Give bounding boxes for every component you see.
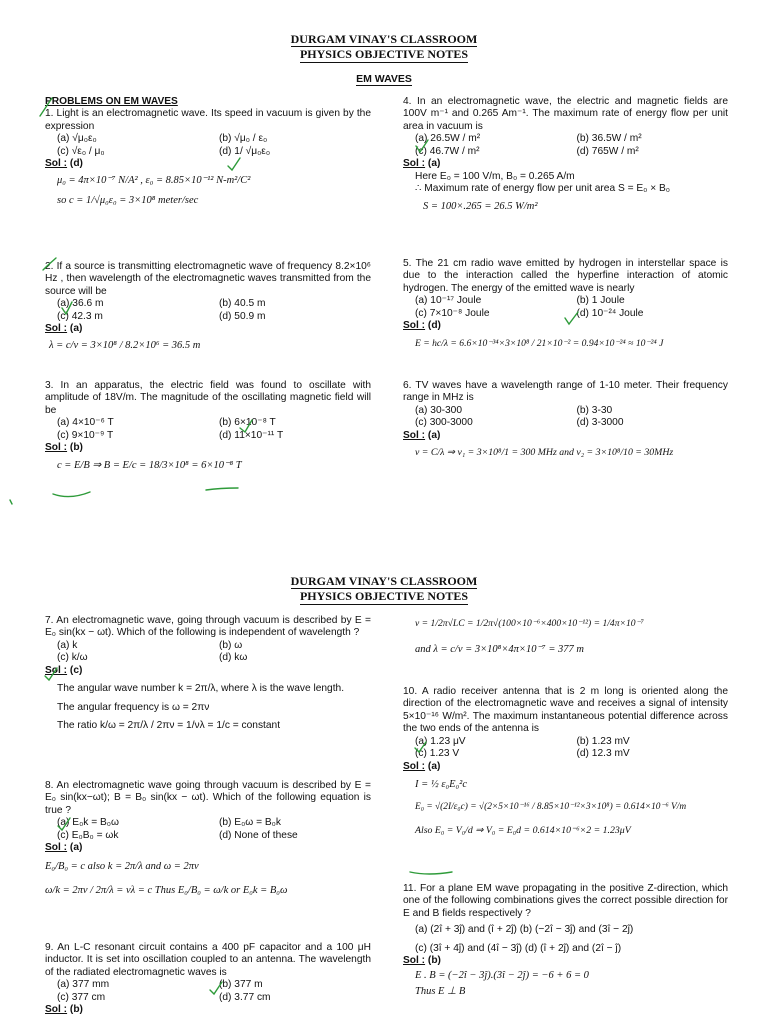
question-text: 10. A radio receiver antenna that is 2 m long is oriented along the direction of the electromagnetic wave and receives a signal of intensity 5×10⁻¹⁶ W/m². The maximum instantaneous potential difference across the two ends of the antenna is xyxy=(403,686,728,735)
option-a: (a) E₀k = B₀ω xyxy=(57,817,119,829)
option-a: (a) 10⁻¹⁷ Joule xyxy=(415,295,482,307)
option-d: (d) 1/ √μ₀ε₀ xyxy=(219,145,271,157)
question-2 xyxy=(45,261,371,352)
section-title: PROBLEMS ON EM WAVES xyxy=(45,96,178,107)
question-3 xyxy=(45,380,371,472)
classroom-title: DURGAM VINAY'S CLASSROOM xyxy=(290,574,478,588)
option-c: (c) 42.3 m xyxy=(57,310,103,322)
option-b: (b) 6×10⁻⁸ T xyxy=(219,417,276,429)
option-c: (c) 300-3000 xyxy=(415,417,473,429)
equation: E . B = (−2î − 3ĵ).(3î − 2ĵ) = −6 + 6 = 0 xyxy=(415,969,589,981)
answer: (a) xyxy=(69,842,83,854)
answer: (d) xyxy=(69,158,83,170)
question-9-continued xyxy=(403,618,728,657)
option-c: (c) 9×10⁻⁹ T xyxy=(57,429,114,441)
question-1 xyxy=(45,108,371,208)
option-a: (a) 26.5W / m² xyxy=(415,133,481,145)
underline-mark xyxy=(410,872,452,874)
question-text: 8. An electromagnetic wave going through vacuum is described by E = E₀ sin(kx−ωt); B = B₀ sin(kx − ωt). Which of the following equation is true ? xyxy=(45,780,371,816)
option-c: (c) 377 cm xyxy=(57,991,106,1003)
classroom-title: DURGAM VINAY'S CLASSROOM xyxy=(290,32,478,46)
equation: E₀ = √(2I/ε₀c) = √(2×5×10⁻¹⁶ / 8.85×10⁻¹²×3×10⁸) = 0.614×10⁻⁶ V/m xyxy=(415,801,687,812)
question-10 xyxy=(403,686,728,837)
option-c: (c) 7×10⁻⁸ Joule xyxy=(415,307,490,319)
explanation: The ratio k/ω = 2π/λ / 2πν = 1/νλ = 1/c = constant xyxy=(57,720,281,732)
option-b: (b) E₀ω = B₀k xyxy=(219,817,281,829)
question-text: 1. Light is an electromagnetic wave. Its speed in vacuum is given by the expression xyxy=(45,108,371,132)
option-d: (d) 10⁻²⁴ Joule xyxy=(576,307,644,319)
equation: λ = c/ν = 3×10⁸ / 8.2×10⁶ = 36.5 m xyxy=(49,339,201,351)
equation: so c = 1/√μ₀ε₀ = 3×10⁸ meter/sec xyxy=(57,195,199,207)
equation: I = ½ ε₀E₀²c xyxy=(415,779,467,791)
solution-label: Sol : xyxy=(403,760,426,772)
answer: (b) xyxy=(69,1004,83,1016)
notes-title: PHYSICS OBJECTIVE NOTES xyxy=(299,47,469,62)
answer: (a) xyxy=(69,323,83,335)
solution-label: Sol : xyxy=(403,429,426,441)
answer: (b) xyxy=(69,442,83,454)
solution-label: Sol : xyxy=(45,1004,68,1016)
answer: (c) xyxy=(69,664,83,676)
equation: Also E₀ = V₀/d ⇒ V₀ = E₀d = 0.614×10⁻⁶×2 = 1.23μV xyxy=(415,825,631,837)
answer: (a) xyxy=(427,429,441,441)
question-text: 11. For a plane EM wave propagating in the positive Z-direction, which one of the following combinations gives the correct possible direction for E and B fields respectively ? xyxy=(403,883,728,919)
underline-mark xyxy=(53,492,90,497)
question-7 xyxy=(45,615,371,733)
page-header-top xyxy=(0,32,768,63)
answer: (a) xyxy=(427,760,441,772)
right-column-top xyxy=(403,96,728,459)
option-d: (d) 12.3 mV xyxy=(576,748,630,760)
solution-label: Sol : xyxy=(403,320,426,332)
equation: ω/k = 2πν / 2π/λ = νλ = c Thus E₀/B₀ = ω/k or E₀k = B₀ω xyxy=(45,885,288,897)
equation: Here E₀ = 100 V/m, B₀ = 0.265 A/m xyxy=(415,170,575,182)
explanation: The angular wave number k = 2π/λ, where λ is the wave length. xyxy=(57,683,345,695)
option-c: (c) k/ω xyxy=(57,652,88,664)
option-b: (b) 1.23 mV xyxy=(576,735,630,747)
solution-label: Sol : xyxy=(45,323,68,335)
question-text: 9. An L-C resonant circuit contains a 400 pF capacitor and a 100 μH inductor. It is set into oscillation coupled to an antenna. The wavelength of the radiated electromagnetic waves is xyxy=(45,942,371,978)
solution-label: Sol : xyxy=(45,842,68,854)
option-a: (a) 377 mm xyxy=(57,979,110,991)
option-d: (d) 765W / m² xyxy=(576,145,639,157)
page-header-bottom xyxy=(0,574,768,605)
question-9 xyxy=(45,942,371,1017)
option-a: (a) k xyxy=(57,639,78,651)
stray-mark xyxy=(10,500,12,504)
option-c: (c) 46.7W / m² xyxy=(415,145,480,157)
equation: ν = 1/2π√LC = 1/2π√(100×10⁻⁶×400×10⁻¹²) = 1/4π×10⁻⁷ xyxy=(415,618,644,629)
equation: μ₀ = 4π×10⁻⁷ N/A² , ε₀ = 8.85×10⁻¹² N-m²/C² xyxy=(57,174,251,186)
right-column-bottom xyxy=(403,618,728,998)
options-ab: (a) (2î + 3ĵ) and (î + 2ĵ) (b) (−2î − 3ĵ) and (3î − 2ĵ) xyxy=(415,924,634,936)
solution-label: Sol : xyxy=(45,664,68,676)
notes-title: PHYSICS OBJECTIVE NOTES xyxy=(299,589,469,604)
option-c: (c) 1.23 V xyxy=(415,748,460,760)
answer: (d) xyxy=(427,320,441,332)
option-b: (b) 36.5W / m² xyxy=(576,133,642,145)
option-b: (b) √μ₀ / ε₀ xyxy=(219,133,268,145)
left-column-top xyxy=(45,96,371,471)
answer: (b) xyxy=(427,955,441,967)
option-c: (c) √ε₀ / μ₀ xyxy=(57,145,105,157)
option-c: (c) E₀B₀ = ωk xyxy=(57,829,119,841)
option-d: (d) 3.77 cm xyxy=(219,991,271,1003)
option-a: (a) 36.6 m xyxy=(57,298,104,310)
question-text: 7. An electromagnetic wave, going through vacuum is described by E = E₀ sin(kx − ωt). Which of the following is independent of wavelength ? xyxy=(45,615,371,639)
option-b: (b) 3-30 xyxy=(576,404,613,416)
option-b: (b) ω xyxy=(219,639,243,651)
option-d: (d) None of these xyxy=(219,829,298,841)
question-text: 6. TV waves have a wavelength range of 1-10 meter. Their frequency range in MHz is xyxy=(403,380,728,404)
option-a: (a) 4×10⁻⁶ T xyxy=(57,417,114,429)
solution-label: Sol : xyxy=(403,158,426,170)
equation: E₀/B₀ = c also k = 2π/λ and ω = 2πν xyxy=(45,860,199,872)
option-a: (a) 30-300 xyxy=(415,404,463,416)
question-8 xyxy=(45,780,371,898)
question-text: 2. If a source is transmitting electromagnetic wave of frequency 8.2×10⁶ Hz , then wavelength of the electromagnetic waves transmitted from the source will be xyxy=(45,261,371,297)
equation: S = 100×.265 = 26.5 W/m² xyxy=(423,200,538,212)
question-text: 5. The 21 cm radio wave emitted by hydrogen in interstellar space is due to the interaction called the hyperfine interaction of atomic hydrogen. The energy of the emitted wave is nearly xyxy=(403,258,728,294)
equation: and λ = c/ν = 3×10⁸×4π×10⁻⁷ = 377 m xyxy=(415,643,584,655)
option-a: (a) 1.23 μV xyxy=(415,735,466,747)
solution-label: Sol : xyxy=(45,158,68,170)
question-5 xyxy=(403,258,728,349)
option-d: (d) 11×10⁻¹¹ T xyxy=(219,429,284,441)
question-4 xyxy=(403,96,728,213)
option-d: (d) kω xyxy=(219,652,248,664)
answer: (a) xyxy=(427,158,441,170)
option-b: (b) 40.5 m xyxy=(219,298,266,310)
equation: ∴ Maximum rate of energy flow per unit area S = E₀ × B₀ xyxy=(415,183,671,195)
option-b: (b) 1 Joule xyxy=(576,295,625,307)
subject-title: EM WAVES xyxy=(356,73,412,85)
equation: ν = C/λ ⇒ ν₁ = 3×10⁸/1 = 300 MHz and ν₂ = 3×10⁸/10 = 30MHz xyxy=(415,447,674,459)
option-b: (b) 377 m xyxy=(219,979,263,991)
question-text: 4. In an electromagnetic wave, the electric and magnetic fields are 100V m⁻¹ and 0.265 Am⁻¹. The maximum rate of energy flow per unit area in vacuum is xyxy=(403,96,728,132)
question-11 xyxy=(403,883,728,999)
underline-mark xyxy=(206,488,238,490)
question-text: 3. In an apparatus, the electric field was found to oscillate with amplitude of 18V/m. The magnitude of the oscillating magnetic field will be xyxy=(45,380,371,416)
option-d: (d) 3-3000 xyxy=(576,417,624,429)
explanation: The angular frequency is ω = 2πν xyxy=(57,701,210,713)
equation: c = E/B ⇒ B = E/c = 18/3×10⁸ = 6×10⁻⁸ T xyxy=(57,459,242,471)
question-6 xyxy=(403,380,728,459)
equation: E = hc/λ = 6.6×10⁻³⁴×3×10⁸ / 21×10⁻² = 0.94×10⁻²⁴ ≈ 10⁻²⁴ J xyxy=(415,337,664,349)
option-a: (a) √μ₀ε₀ xyxy=(57,133,97,145)
left-column-bottom xyxy=(45,615,371,1016)
solution-label: Sol : xyxy=(403,955,426,967)
option-d: (d) 50.9 m xyxy=(219,310,266,322)
equation: Thus E ⊥ B xyxy=(415,986,466,998)
solution-label: Sol : xyxy=(45,442,68,454)
options-cd: (c) (3î + 4ĵ) and (4î − 3ĵ) (d) (î + 2ĵ) and (2î − ĵ) xyxy=(415,942,622,954)
